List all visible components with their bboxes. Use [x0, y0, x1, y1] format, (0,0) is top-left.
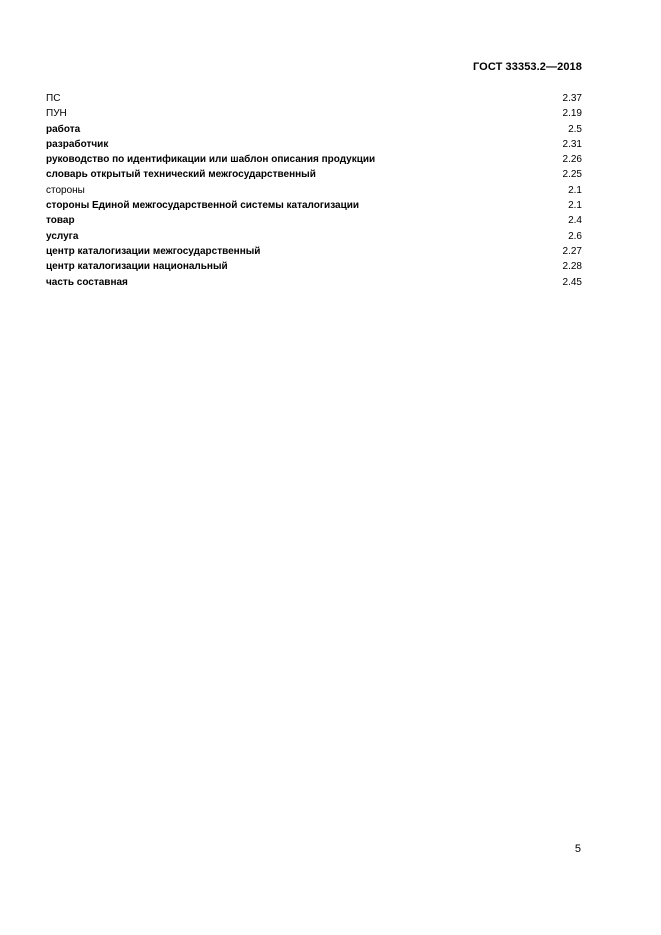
index-row: [46, 213, 582, 228]
index-reference: 2.5: [568, 123, 582, 135]
index-row: [46, 91, 582, 106]
index-reference: 2.26: [562, 154, 582, 166]
index-reference: 2.45: [562, 276, 582, 288]
index-row: [46, 106, 582, 121]
document-header: ГОСТ 33353.2—2018: [472, 61, 582, 73]
index-term: товар: [46, 215, 75, 227]
index-row: [46, 167, 582, 182]
index-row: [46, 259, 582, 274]
index-reference: 2.1: [568, 184, 582, 196]
index-term: ПУН: [46, 108, 67, 120]
index-term: разработчик: [46, 138, 109, 150]
index-term: ПС: [46, 93, 61, 104]
index-term: часть составная: [46, 276, 128, 288]
index-term: работа: [46, 123, 81, 135]
index-term: словарь открытый технический межгосударственный: [46, 169, 316, 181]
page-number: 5: [574, 843, 581, 855]
index-term: центр каталогизации национальный: [46, 261, 228, 273]
index-reference: 2.4: [568, 215, 582, 227]
index-reference: 2.28: [562, 261, 582, 273]
index-term: центр каталогизации межгосударственный: [46, 245, 261, 257]
index-reference: 2.31: [562, 138, 582, 150]
index-row: [46, 198, 582, 213]
index-term: стороны: [46, 184, 85, 196]
index-term: стороны Единой межгосударственной системы каталогизации: [46, 200, 360, 212]
index-row: [46, 137, 582, 152]
index-reference: 2.25: [562, 169, 582, 181]
index-row: [46, 122, 582, 137]
index-row: [46, 183, 582, 198]
index-reference: 2.37: [562, 93, 582, 104]
index-term: руководство по идентификации или шаблон описания продукции: [46, 154, 376, 166]
index-reference: 2.6: [568, 230, 582, 242]
index-reference: 2.1: [568, 200, 582, 212]
alphabetical-index: [46, 91, 582, 290]
index-row: [46, 229, 582, 244]
index-reference: 2.27: [562, 245, 582, 257]
index-reference: 2.19: [562, 108, 582, 120]
index-row: [46, 244, 582, 259]
index-row: [46, 275, 582, 290]
index-term: услуга: [46, 230, 79, 242]
index-row: [46, 152, 582, 167]
